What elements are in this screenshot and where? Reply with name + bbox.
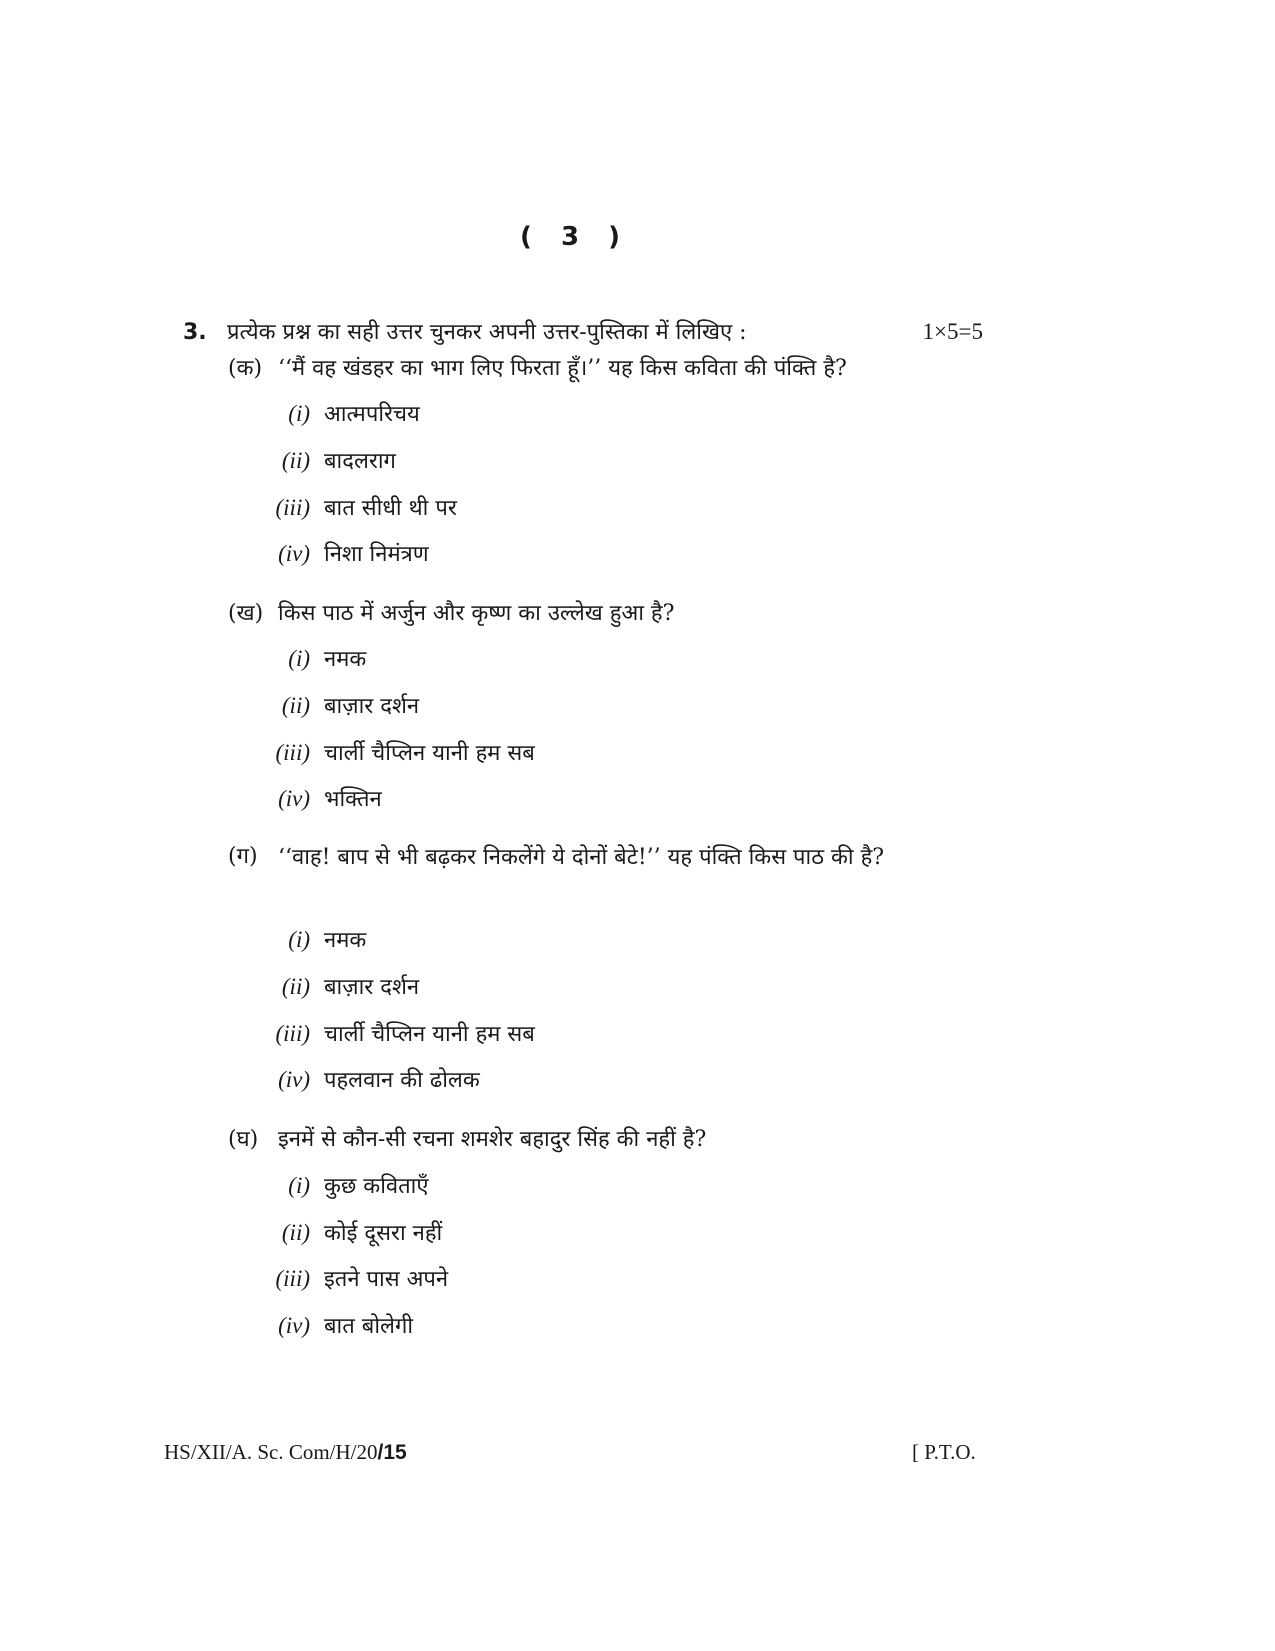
subquestion-label: (क) (228, 356, 263, 381)
option-text: चार्ली चैप्लिन यानी हम सब (324, 1022, 535, 1047)
option (260, 737, 535, 767)
subquestion-text: ‘‘मैं वह खंडहर का भाग लिए फिरता हूँ।’’ यह किस कविता की पंक्ति है? (278, 356, 847, 381)
option (260, 783, 382, 813)
option-text: बादलराग (324, 449, 396, 474)
option-text: बात बोलेगी (324, 1314, 414, 1339)
option-number: (iv) (278, 1067, 310, 1092)
option-number: (ii) (281, 1220, 310, 1245)
option (260, 538, 429, 568)
option (260, 398, 420, 428)
paper-code-suffix: /15 (377, 1441, 407, 1464)
subquestion-text: ‘‘वाह! बाप से भी बढ़कर निकलेंगे ये दोनों बेटे!’’ यह पंक्ति किस पाठ की है? (278, 845, 885, 870)
paper-code (164, 1440, 407, 1465)
option (260, 1263, 448, 1293)
subquestion (228, 352, 948, 382)
subquestion-text: किस पाठ में अर्जुन और कृष्ण का उल्लेख हुआ है? (278, 601, 675, 626)
option-text: पहलवान की ढोलक (324, 1068, 480, 1093)
option-text: कोई दूसरा नहीं (324, 1221, 443, 1246)
option-number: (iv) (278, 786, 310, 811)
option-text: नमक (324, 928, 367, 953)
option (260, 1170, 429, 1200)
option-number: (ii) (281, 448, 310, 473)
question-header (183, 316, 983, 346)
option (260, 1064, 480, 1094)
option-text: निशा निमंत्रण (324, 542, 429, 567)
option-number: (iii) (275, 740, 310, 765)
option (260, 690, 419, 720)
option-text: बाज़ार दर्शन (324, 694, 420, 719)
option-number: (i) (288, 1173, 310, 1198)
option-number: (iv) (278, 1313, 310, 1338)
subquestion-text: इनमें से कौन-सी रचना शमशेर बहादुर सिंह की नहीं है? (278, 1127, 707, 1152)
paper-code-prefix: HS/XII/A. Sc. Com/H/20 (164, 1440, 378, 1464)
option (260, 1217, 442, 1247)
option-number: (i) (288, 927, 310, 952)
option-text: इतने पास अपने (324, 1267, 449, 1292)
option-text: चार्ली चैप्लिन यानी हम सब (324, 741, 535, 766)
option-number: (iv) (278, 541, 310, 566)
option (260, 643, 366, 673)
subquestion-label: (घ) (228, 1127, 259, 1152)
subquestion-label: (ख) (228, 601, 264, 626)
option-text: बात सीधी थी पर (324, 496, 457, 521)
option (260, 924, 366, 954)
subquestion-label: (ग) (228, 844, 258, 869)
option-number: (i) (288, 401, 310, 426)
option-text: बाज़ार दर्शन (324, 975, 420, 1000)
subquestion (228, 840, 918, 876)
page-number: ( 3 ) (520, 222, 630, 252)
subquestion (228, 597, 948, 627)
option-number: (ii) (281, 974, 310, 999)
option (260, 492, 457, 522)
option (260, 1018, 535, 1048)
option-text: भक्तिन (324, 787, 382, 812)
option-text: नमक (324, 647, 367, 672)
option-text: कुछ कविताएँ (324, 1174, 429, 1199)
pto-label: [ P.T.O. (912, 1440, 976, 1464)
question-instruction: प्रत्येक प्रश्न का सही उत्तर चुनकर अपनी उत्तर-पुस्तिका में लिखिए : (227, 320, 747, 345)
option (260, 971, 419, 1001)
option-number: (i) (288, 646, 310, 671)
option-number: (iii) (275, 495, 310, 520)
option (260, 445, 396, 475)
option-number: (iii) (275, 1266, 310, 1291)
option (260, 1310, 413, 1340)
subquestion (228, 1123, 948, 1153)
option-number: (ii) (281, 693, 310, 718)
option-text: आत्मपरिचय (324, 402, 420, 427)
question-marks: 1×5=5 (922, 319, 983, 344)
question-number: 3. (183, 320, 207, 345)
option-number: (iii) (275, 1021, 310, 1046)
